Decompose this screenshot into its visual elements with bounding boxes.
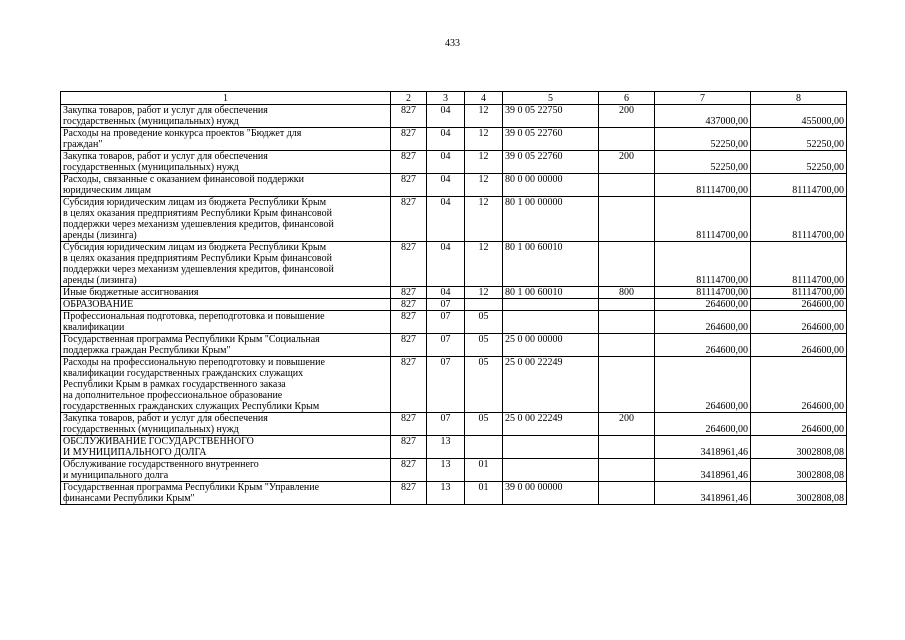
table-row xyxy=(61,128,847,151)
row-amount-cell: 264600,00 xyxy=(751,311,847,334)
row-amount-cell: 3002808,08 xyxy=(751,482,847,505)
row-code-cell: 827 xyxy=(391,436,427,459)
row-name-cell: Расходы, связанные с оказанием финансовой поддержки юридическим лицам xyxy=(61,174,391,197)
row-amount-cell: 264600,00 xyxy=(751,357,847,413)
header-cell: 5 xyxy=(503,92,599,105)
row-section-cell: 04 xyxy=(427,242,465,287)
table-row xyxy=(61,242,847,287)
table-row xyxy=(61,299,847,311)
row-name-cell: Расходы на профессиональную переподготовку и повышение квалификации государственных гражданских служащих Республики Крым в рамках государственного заказа на дополнительное профессиональное образование государственных гражданских служащих Республики Крым xyxy=(61,357,391,413)
table-row xyxy=(61,413,847,436)
row-code-cell: 827 xyxy=(391,197,427,242)
row-code-cell: 827 xyxy=(391,128,427,151)
row-subsection-cell: 12 xyxy=(465,287,503,299)
row-target-article-cell: 39 0 05 22750 xyxy=(503,105,599,128)
page-number: 433 xyxy=(445,38,460,49)
row-name-cell: Профессиональная подготовка, переподготовка и повышение квалификации xyxy=(61,311,391,334)
row-subsection-cell: 12 xyxy=(465,105,503,128)
row-amount-cell: 264600,00 xyxy=(655,311,751,334)
row-amount-cell: 3418961,46 xyxy=(655,482,751,505)
row-name-cell: Государственная программа Республики Крым "Управление финансами Республики Крым" xyxy=(61,482,391,505)
row-target-article-cell: 25 0 00 22249 xyxy=(503,413,599,436)
row-expense-type-cell xyxy=(599,334,655,357)
row-name-cell: ОБСЛУЖИВАНИЕ ГОСУДАРСТВЕННОГО И МУНИЦИПАЛЬНОГО ДОЛГА xyxy=(61,436,391,459)
row-target-article-cell: 80 1 00 60010 xyxy=(503,287,599,299)
row-code-cell: 827 xyxy=(391,482,427,505)
row-amount-cell: 264600,00 xyxy=(751,334,847,357)
row-name-cell: Обслуживание государственного внутреннего и муниципального долга xyxy=(61,459,391,482)
row-expense-type-cell: 200 xyxy=(599,413,655,436)
table-body xyxy=(61,105,847,505)
table-row xyxy=(61,334,847,357)
row-name-cell: Закупка товаров, работ и услуг для обеспечения государственных (муниципальных) нужд xyxy=(61,413,391,436)
table-row xyxy=(61,197,847,242)
row-section-cell: 04 xyxy=(427,128,465,151)
row-section-cell: 13 xyxy=(427,459,465,482)
table-row xyxy=(61,287,847,299)
row-name-cell: Закупка товаров, работ и услуг для обеспечения государственных (муниципальных) нужд xyxy=(61,105,391,128)
row-amount-cell: 264600,00 xyxy=(655,299,751,311)
table-row xyxy=(61,459,847,482)
row-amount-cell: 52250,00 xyxy=(751,128,847,151)
row-target-article-cell xyxy=(503,459,599,482)
row-name-cell: Расходы на проведение конкурса проектов "Бюджет для граждан" xyxy=(61,128,391,151)
row-expense-type-cell xyxy=(599,174,655,197)
table-row xyxy=(61,174,847,197)
row-subsection-cell: 12 xyxy=(465,242,503,287)
table-row xyxy=(61,151,847,174)
row-code-cell: 827 xyxy=(391,287,427,299)
row-amount-cell: 437000,00 xyxy=(655,105,751,128)
row-expense-type-cell xyxy=(599,436,655,459)
row-code-cell: 827 xyxy=(391,334,427,357)
row-section-cell: 07 xyxy=(427,334,465,357)
row-expense-type-cell xyxy=(599,311,655,334)
row-amount-cell: 52250,00 xyxy=(655,128,751,151)
row-section-cell: 13 xyxy=(427,436,465,459)
row-subsection-cell: 12 xyxy=(465,128,503,151)
row-target-article-cell xyxy=(503,436,599,459)
header-cell: 8 xyxy=(751,92,847,105)
row-amount-cell: 52250,00 xyxy=(655,151,751,174)
row-target-article-cell: 39 0 05 22760 xyxy=(503,128,599,151)
row-target-article-cell xyxy=(503,311,599,334)
row-amount-cell: 264600,00 xyxy=(751,413,847,436)
row-amount-cell: 264600,00 xyxy=(751,299,847,311)
row-code-cell: 827 xyxy=(391,105,427,128)
row-expense-type-cell xyxy=(599,242,655,287)
row-code-cell: 827 xyxy=(391,242,427,287)
budget-table xyxy=(60,91,847,505)
row-expense-type-cell xyxy=(599,299,655,311)
row-amount-cell: 264600,00 xyxy=(655,357,751,413)
row-amount-cell: 455000,00 xyxy=(751,105,847,128)
header-cell: 7 xyxy=(655,92,751,105)
row-expense-type-cell xyxy=(599,357,655,413)
row-expense-type-cell xyxy=(599,482,655,505)
row-code-cell: 827 xyxy=(391,174,427,197)
row-amount-cell: 81114700,00 xyxy=(751,242,847,287)
row-target-article-cell: 80 1 00 60010 xyxy=(503,242,599,287)
row-subsection-cell xyxy=(465,436,503,459)
row-target-article-cell: 39 0 00 00000 xyxy=(503,482,599,505)
row-amount-cell: 3002808,08 xyxy=(751,436,847,459)
row-name-cell: Субсидия юридическим лицам из бюджета Республики Крым в целях оказания предприятиям Республики Крым финансовой поддержки через механизм удешевления кредитов, финансовой аренды (лизинга) xyxy=(61,242,391,287)
row-target-article-cell: 80 0 00 00000 xyxy=(503,174,599,197)
row-code-cell: 827 xyxy=(391,151,427,174)
row-section-cell: 07 xyxy=(427,311,465,334)
row-amount-cell: 81114700,00 xyxy=(655,174,751,197)
row-amount-cell: 3002808,08 xyxy=(751,459,847,482)
row-subsection-cell: 12 xyxy=(465,151,503,174)
row-section-cell: 07 xyxy=(427,357,465,413)
row-amount-cell: 81114700,00 xyxy=(655,287,751,299)
row-expense-type-cell xyxy=(599,459,655,482)
table-row xyxy=(61,311,847,334)
row-amount-cell: 264600,00 xyxy=(655,334,751,357)
row-target-article-cell: 39 0 05 22760 xyxy=(503,151,599,174)
row-section-cell: 04 xyxy=(427,151,465,174)
row-subsection-cell: 01 xyxy=(465,482,503,505)
row-subsection-cell xyxy=(465,299,503,311)
row-section-cell: 13 xyxy=(427,482,465,505)
row-amount-cell: 264600,00 xyxy=(655,413,751,436)
row-section-cell: 07 xyxy=(427,299,465,311)
row-name-cell: Иные бюджетные ассигнования xyxy=(61,287,391,299)
row-subsection-cell: 05 xyxy=(465,357,503,413)
table-row xyxy=(61,357,847,413)
row-amount-cell: 3418961,46 xyxy=(655,459,751,482)
table-row xyxy=(61,482,847,505)
row-target-article-cell: 25 0 00 22249 xyxy=(503,357,599,413)
row-expense-type-cell: 200 xyxy=(599,151,655,174)
row-amount-cell: 81114700,00 xyxy=(655,242,751,287)
table-row xyxy=(61,436,847,459)
row-subsection-cell: 12 xyxy=(465,197,503,242)
row-amount-cell: 3418961,46 xyxy=(655,436,751,459)
header-row xyxy=(61,92,847,105)
row-amount-cell: 81114700,00 xyxy=(751,174,847,197)
header-cell: 3 xyxy=(427,92,465,105)
row-section-cell: 07 xyxy=(427,413,465,436)
row-subsection-cell: 12 xyxy=(465,174,503,197)
row-expense-type-cell xyxy=(599,197,655,242)
row-section-cell: 04 xyxy=(427,174,465,197)
row-name-cell: Закупка товаров, работ и услуг для обеспечения государственных (муниципальных) нужд xyxy=(61,151,391,174)
table-row xyxy=(61,105,847,128)
row-code-cell: 827 xyxy=(391,357,427,413)
row-code-cell: 827 xyxy=(391,299,427,311)
row-section-cell: 04 xyxy=(427,105,465,128)
row-expense-type-cell: 800 xyxy=(599,287,655,299)
row-section-cell: 04 xyxy=(427,287,465,299)
header-cell: 1 xyxy=(61,92,391,105)
row-amount-cell: 81114700,00 xyxy=(655,197,751,242)
row-name-cell: Государственная программа Республики Крым "Социальная поддержка граждан Республики Крым" xyxy=(61,334,391,357)
row-target-article-cell xyxy=(503,299,599,311)
row-subsection-cell: 05 xyxy=(465,334,503,357)
row-target-article-cell: 25 0 00 00000 xyxy=(503,334,599,357)
row-section-cell: 04 xyxy=(427,197,465,242)
row-code-cell: 827 xyxy=(391,413,427,436)
row-subsection-cell: 01 xyxy=(465,459,503,482)
row-code-cell: 827 xyxy=(391,311,427,334)
row-amount-cell: 81114700,00 xyxy=(751,287,847,299)
row-amount-cell: 81114700,00 xyxy=(751,197,847,242)
header-cell: 6 xyxy=(599,92,655,105)
row-name-cell: ОБРАЗОВАНИЕ xyxy=(61,299,391,311)
row-subsection-cell: 05 xyxy=(465,311,503,334)
row-target-article-cell: 80 1 00 00000 xyxy=(503,197,599,242)
row-expense-type-cell: 200 xyxy=(599,105,655,128)
header-cell: 2 xyxy=(391,92,427,105)
row-name-cell: Субсидия юридическим лицам из бюджета Республики Крым в целях оказания предприятиям Республики Крым финансовой поддержки через механизм удешевления кредитов, финансовой аренды (лизинга) xyxy=(61,197,391,242)
row-code-cell: 827 xyxy=(391,459,427,482)
row-expense-type-cell xyxy=(599,128,655,151)
row-subsection-cell: 05 xyxy=(465,413,503,436)
header-cell: 4 xyxy=(465,92,503,105)
row-amount-cell: 52250,00 xyxy=(751,151,847,174)
